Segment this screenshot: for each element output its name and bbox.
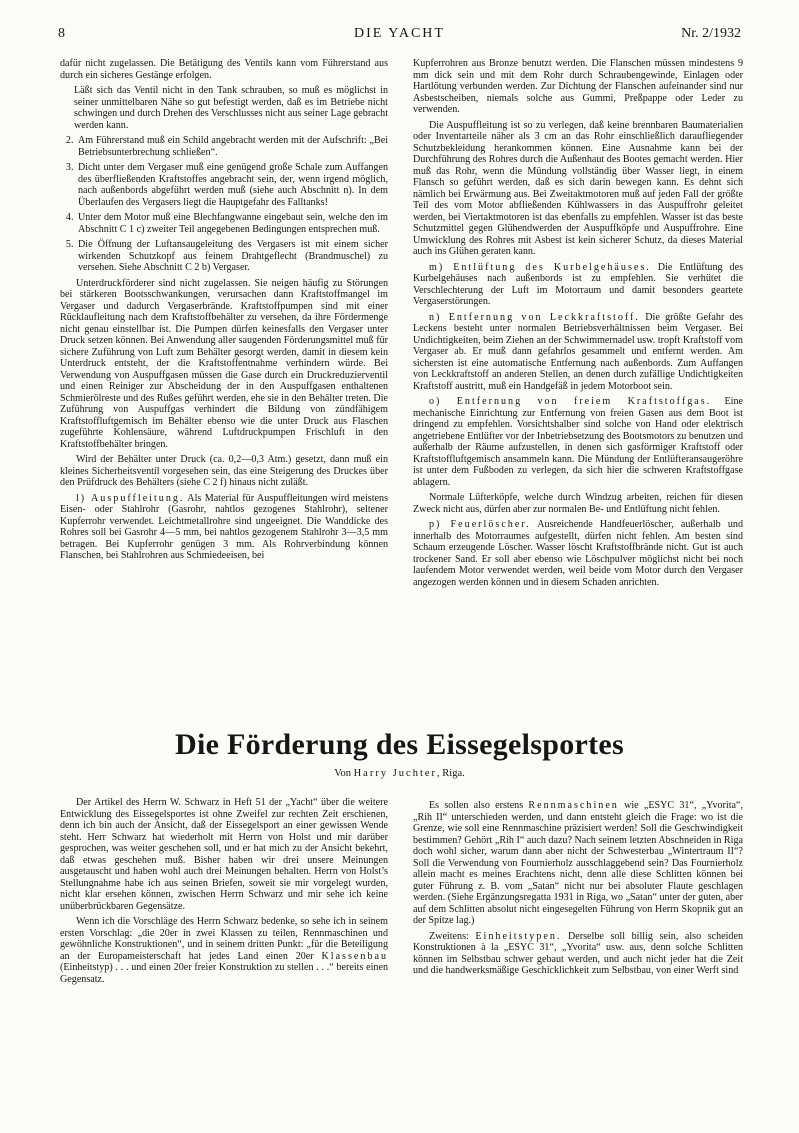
list-item: 2. Am Führerstand muß ein Schild angebracht werden mit der Aufschrift: „Bei Betriebsunterbrechung schließen“. [76,135,388,158]
paragraph [60,916,388,985]
text-run: Zweitens: [429,930,476,942]
journal-title: DIE YACHT [354,26,445,41]
page-header [58,26,741,46]
paragraph: Normale Lüfterköpfe, welche durch Windzug arbeiten, reichen für diesen Zweck nicht aus, dürfen aber zur normalen Be- und Entlüftung nicht fehlen. [413,492,743,515]
paragraph: Wird der Behälter unter Druck (ca. 0,2—0,3 Atm.) gesetzt, dann muß ein kleines Sicherheitsventil vorgesehen sein, das eine Steigerung des Druckes über den Prüfdruck des Behälters (siehe C 2 f) hinaus nicht zuläßt. [60,454,388,488]
section-text: Als Material für Auspuffleitungen wird meistens Eisen- oder Stahlrohr (Gasrohr, nahtlos gezogenes Stahlrohr), seltener Kupferrohr verwendet. Leichtmetallrohre sind ungeeignet. Die Wanddicke des Rohres soll bei Gasrohr 4—5 mm, bei nahtlos gezogenem Stahlrohr 3—3,5 mm betragen. Bei Kupferrohr genügen 3 mm. Als Rohrverbindung können Flanschen, bei Stahlrohren aus Schmiedeeisen, bei [60,492,388,561]
text-run: Es sollen also erstens [429,800,529,811]
section-heading: n) Entfernung von Leckkraftstoff. [429,311,640,323]
paragraph: Unterdruckförderer sind nicht zugelassen. Sie neigen häufig zu Störungen bei stärkeren Bootsschwankungen, verursachen dann Kraftstoffmangel im Vergaser und dadurch Vergaserbrände. Kraftstoffpumpen sind mit einer Rücklaufleitung nach dem Kraftstoffbehälter zu versehen, da ihre Fördermenge nicht genau einstellbar ist. Die Pumpen dürfen keinesfalls den Vergaser unter Druck setzen können. Bei Anwendung aller saugenden Förderungsmittel muß für sichere Zuführung von Luft zum Behälter gesorgt werden, damit in diesem kein Unterdruck entsteht, der die Kraftstoffentnahme verhindern würde. Bei Verwendung von Auspuffgasen müssen die Gase durch ein Druckreduzierventil und einen Reiniger zur Abscheidung der in den Auspuffgasen enthaltenen Schmierölreste und des Rußes geführt werden, ehe sie in den Behälter treten. Die Zuführung von Auspuffgas verhindert die Bildung von zündfähigem Kraftstoffluftgemisch im Behälter ebenso wie die unter Druck aus Flaschen zugeführte Kohlensäure, während Luftdruckpumpen Frischluft in den Kraftstoffbehälter bringen. [60,277,388,450]
paragraph: dafür nicht zugelassen. Die Betätigung des Ventils kann vom Führerstand aus durch ein sicheres Gestänge erfolgen. [60,58,388,81]
section-o [413,396,743,488]
section-p [413,519,743,588]
byline-place: , Riga. [437,768,465,779]
section-m [413,262,743,308]
right-column [413,58,743,592]
list-item: 5. Die Öffnung der Luftansaugeleitung des Vergasers ist mit einem sicher wirkenden Schutzkopf aus feinem Drahtgeflecht (Brandmuschel) zu versehen. Siehe Abschnitt C 2 b) Vergaser. [76,239,388,274]
section-text: Die Entlüftung des Kurbelgehäuses nach außenbords ist zu empfehlen. Sie verhütet die Verschlechterung der Luft im Motorraum und damit besonders geartete Vergaserstörungen. [413,261,743,307]
section-l [60,493,388,562]
section-n [413,312,743,393]
section-heading: l) Auspuffleitung. [76,492,185,504]
text-run: Derselbe soll billig sein, also scheiden Konstruktionen à la „ESYC 31“, „Yvorita“ usw. aus, denn solche Schlitten können im Selbstbau schwer gebaut werden, und auch nicht jeder hat die Zeit und die handwerksmäßige Geschicklichkeit zum Selbstbau, von einer Werft sind [413,930,744,976]
left-column [60,58,388,566]
section-heading: o) Entfernung von freiem Kraftstoffgas. [429,396,712,407]
section-text: Eine mechanische Einrichtung zur Entfernung von freien Gasen aus dem Boot ist dringend zu empfehlen. Vorsichtshalber sind solche von Hand oder elektrisch angetriebene Entlüfter vor der Inbetriebsetzung des Bootsmotors zu benutzen und außerhalb der Räume aufzustellen, in denen sich gasförmiger Kraftstoff oder Kraftstoffluftgemisch ansammeln kann. Die Mündung der Entlüfteransaugeröhre ist unter dem Fußboden zu verlegen, da sich hier die schweren Kraftstoffgase ablagern. [413,396,743,488]
text-run: Wenn ich die Vorschläge des Herrn Schwarz bedenke, so sehe ich in seinem ersten Vorschlag: „die 20er in zwei Klassen zu teilen, Rennmaschinen und gewöhnliche Konstruktionen“, und in seinem dritten Punkt: „für die Beteiligung an der Europameisterschaft hat jedes Land einen 20er [60,916,388,962]
section-heading: p) Feuerlöscher. [429,519,531,530]
text-run: wie „ESYC 31“, „Yvorita“, „Rih II“ unterschieden werden, und dann entsteht gleich die Frage: wo ist die Grenze, wie soll eine Rennmaschine präzisiert werden! Soll die Geschwindigkeit bestimmen? Gehört „Rih I“ auch dazu? Nach seinem letzten Abschneiden in Riga doch wohl sicher, warum dann aber nicht der Schwesterbau „Wintertraum II“? Soll die Verwendung von Fournierholz ausschlaggebend sein? Das Fournierholz allein macht es meines Erachtens nicht, denn alle diese Schlitten können bei guter Führung z. B. vom „Satan“ nicht nur bei absoluter Flaute geschlagen werden. (Siehe Ergänzungsregatta 1931 in Riga, wo „Satan“ unter der guten, aber auf dem Schlitten absolut nicht eingesegelten Führung von Herrn Skopnik gut an der Spitze lag.) [413,800,743,926]
paragraph: Der Artikel des Herrn W. Schwarz in Heft 51 der „Yacht“ über die weitere Entwicklung des Eissegelsportes ist ohne Zweifel zur rechten Zeit erschienen, denn ich bin auch der Ansicht, daß der Eissegelsport an einer gewissen Wende steht. Herr Schwarz hat wiederholt mit Herrn von Holst und mir darüber gesprochen, was weiter geschehen soll, und er hat mich zu der Ansicht bekehrt, daß etwas geschehen muß. Bisher haben wir drei unsere Meinungen ausgetauscht und haben wohl auch drei Meinungen behalten. Herrn von Holst’s Stellungnahme habe ich aus seinen Briefen, soweit sie mir vorgelegt wurden, nicht klar ersehen können, zwischen Herrn Schwarz und mir sehe ich keine unüberbrückbaren Gegensätze. [60,797,388,912]
section-heading: m) Entlüftung des Kurbelgehäuses. [429,261,651,273]
article-title: Die Förderung des Eissegelsportes [174,728,625,761]
paragraph: Die Auspuffleitung ist so zu verlegen, daß keine brennbaren Baumaterialien oder Inventarteile näher als 3 cm an das Rohr einschließlich daraufliegender Schutzbekleidung herankommen können. Eine Ausnahme kann bei der Durchführung des Rohres durch die Außenhaut des Bootes gemacht werden. Hier muß das Rohr, wenn die Mündung vollständig über Wasser liegt, in einem Flansch so geführt werden, daß es sich darin bewegen kann. Es dehnt sich nämlich bei Erwärmung aus. Bei Zweitaktmotoren muß auf jeden Fall der größte Teil des vom Motor abfließenden Kühlwassers in das Auspuffrohr geleitet werden, bei Viertaktmotoren ist das ebenfalls zu empfehlen. Wasser ist das beste Schutzmittel gegen Glühendwerden der Auspuffköpfe und Auspuffrohre. Eine Umwicklung des Rohres mit Asbest ist kein sicherer Schutz, da dieses Material auch ins Glühen geraten kann. [413,119,743,257]
byline [40,768,759,779]
page-number: 8 [58,26,65,41]
paragraph: Läßt sich das Ventil nicht in den Tank schrauben, so muß es möglichst in seiner unmittelbaren Nähe so gut befestigt werden, daß es im Betriebe nicht schwingen und durch Drehen des Verschlusses nicht aus seiner Lage gebracht werden kann. [74,85,388,131]
section-text: Ausreichende Handfeuerlöscher, außerhalb und innerhalb des Motorraumes aufgestellt, dürfen nicht fehlen. Am besten sind Schaum erzeugende Löscher. Wasser löscht Kraftstoffbrände nicht. Gut ist auch trockener Sand. Er soll aber ebenso wie Löschpulver möglichst nicht bei noch laufendem Motor verwendet werden, weil beide vom Motor durch den Vergaser angezogen werden können und in diesem Schaden anrichten. [413,519,743,588]
byline-prefix: Von [334,768,354,779]
spaced-term: Einheitstypen. [475,930,562,942]
spaced-term: Rennmaschinen [528,800,619,811]
list-item: 3. Dicht unter dem Vergaser muß eine genügend große Schale zum Auffangen des überfließenden Kraftstoffes angebracht sein, der, wenn irgend möglich, nach außenbords abgeführt werden muß (siehe auch Abschnitt n). In dem Überlaufen des Vergasers liegt die Hauptgefahr des Falltanks! [76,162,388,208]
author-name: Harry Juchter [353,768,438,779]
article-left-column [60,797,388,989]
paragraph [413,931,743,977]
issue-number: Nr. 2/1932 [681,26,741,41]
text-run: (Einheitstyp) . . . und einen 20er freier Konstruktion zu stellen . . .“ bereits einen Gegensatz. [60,962,388,985]
spaced-term: Klassenbau [321,950,388,962]
list-item: 4. Unter dem Motor muß eine Blechfangwanne eingebaut sein, welche den im Abschnitt C 1 c) zweiter Teil angegebenen Bedingungen entsprechen muß. [76,212,388,235]
paragraph [413,800,743,927]
article-right-column [413,800,743,981]
paragraph: Kupferrohren aus Bronze benutzt werden. Die Flanschen müssen mindestens 9 mm dick sein und mit dem Rohr durch Schraubengewinde, Einlagen oder Hartlötung verbunden werden. Zur Dichtung der Flanschen aufeinander sind nur Asbestscheiben, niemals solche aus Gummi, Preßpappe oder Leder zu verwenden. [413,58,743,115]
numbered-list [60,135,388,274]
section-text: Die größte Gefahr des Leckens besteht unter normalen Betriebsverhältnissen beim Vergaser. Bei Undichtigkeiten, beim Ziehen an der Schwimmernadel usw. tropft Kraftstoff vom Vergaser ab. Er muß dann gefahrlos gesammelt und entfernt werden. Am sichersten ist eine automatische Entfernung nach außenbords. Zum Auffangen von Leckkraftstoff an anderen Stellen, an denen durch zufällige Undichtigkeiten Kraftstoff austritt, muß ein Handgefäß in jedem Motorboot sein. [413,311,743,392]
